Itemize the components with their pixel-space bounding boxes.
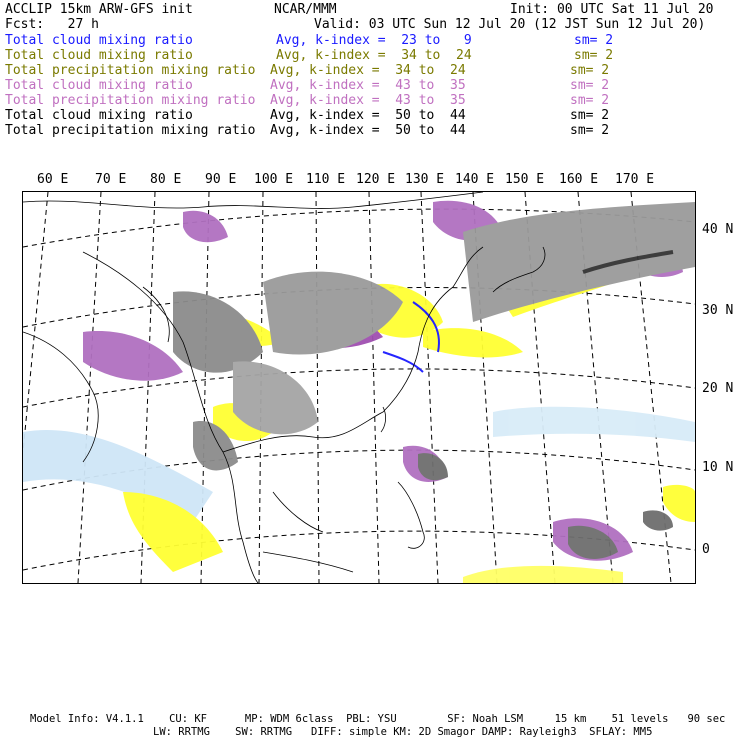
longitude-label: 140 E (455, 172, 495, 187)
longitude-label: 150 E (505, 172, 545, 187)
longitude-label: 120 E (356, 172, 396, 187)
field-name: Total cloud mixing ratio (5, 78, 193, 93)
field-kindex: Avg, k-index = 34 to 24 (276, 48, 472, 63)
field-kindex: Avg, k-index = 23 to 9 (276, 33, 472, 48)
field-name: Total precipitation mixing ratio (5, 123, 256, 138)
longitude-label: 160 E (559, 172, 599, 187)
field-smoothing: sm= 2 (570, 93, 610, 108)
field-name: Total cloud mixing ratio (5, 48, 193, 63)
latitude-label: 0 (702, 542, 710, 557)
field-kindex: Avg, k-index = 43 to 35 (270, 93, 466, 108)
field-smoothing: sm= 2 (570, 63, 610, 78)
field-smoothing: sm= 2 (570, 108, 610, 123)
longitude-label: 90 E (205, 172, 237, 187)
field-name: Total cloud mixing ratio (5, 108, 193, 123)
plot-title: ACCLIP 15km ARW-GFS init (5, 2, 193, 17)
field-kindex: Avg, k-index = 34 to 24 (270, 63, 466, 78)
cloud-fields (23, 201, 695, 583)
map-panel (22, 191, 696, 584)
longitude-label: 170 E (615, 172, 655, 187)
field-kindex: Avg, k-index = 50 to 44 (270, 123, 466, 138)
field-kindex: Avg, k-index = 43 to 35 (270, 78, 466, 93)
model-info-line1: Model Info: V4.1.1 CU: KF MP: WDM 6class PBL: YSU SF: Noah LSM 15 km 51 levels 90 sec (30, 713, 726, 725)
init-time: Init: 00 UTC Sat 11 Jul 20 (510, 2, 714, 17)
latitude-label: 20 N (702, 381, 734, 396)
org-label: NCAR/MMM (274, 2, 337, 17)
map-canvas (23, 192, 695, 583)
longitude-label: 70 E (95, 172, 127, 187)
latitude-label: 30 N (702, 303, 734, 318)
longitude-label: 100 E (254, 172, 294, 187)
field-smoothing: sm= 2 (570, 123, 610, 138)
field-kindex: Avg, k-index = 50 to 44 (270, 108, 466, 123)
valid-time: Valid: 03 UTC Sun 12 Jul 20 (12 JST Sun 12 Jul 20) (314, 17, 706, 32)
latitude-label: 40 N (702, 222, 734, 237)
field-smoothing: sm= 2 (570, 78, 610, 93)
longitude-label: 130 E (405, 172, 445, 187)
longitude-label: 80 E (150, 172, 182, 187)
field-smoothing: sm= 2 (574, 48, 614, 63)
field-name: Total cloud mixing ratio (5, 33, 193, 48)
field-name: Total precipitation mixing ratio (5, 93, 256, 108)
field-smoothing: sm= 2 (574, 33, 614, 48)
model-info-line2: LW: RRTMG SW: RRTMG DIFF: simple KM: 2D Smagor DAMP: Rayleigh3 SFLAY: MM5 (153, 726, 653, 738)
longitude-label: 60 E (37, 172, 69, 187)
field-name: Total precipitation mixing ratio (5, 63, 256, 78)
forecast-hour: Fcst: 27 h (5, 17, 99, 32)
latitude-label: 10 N (702, 460, 734, 475)
longitude-label: 110 E (306, 172, 346, 187)
